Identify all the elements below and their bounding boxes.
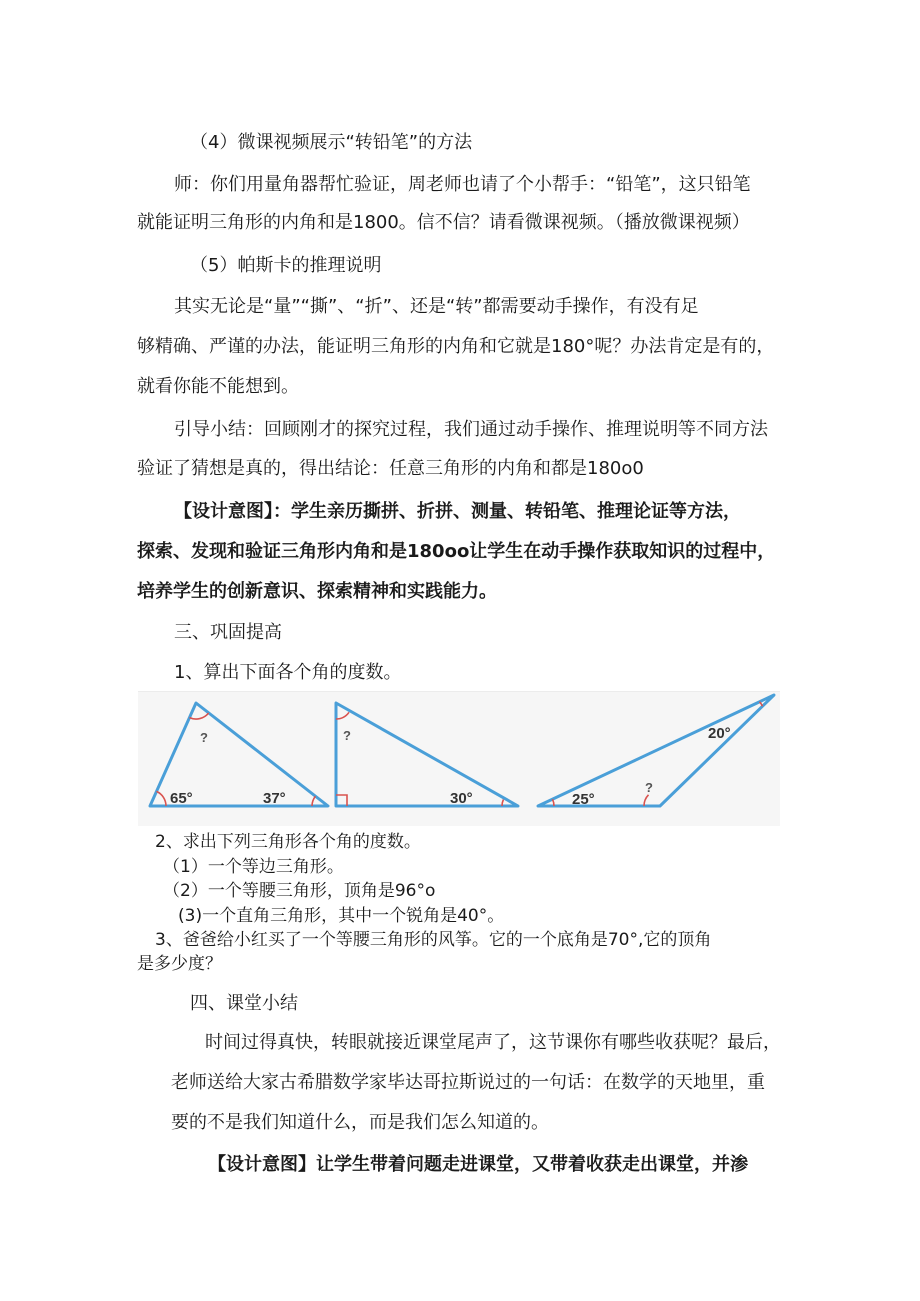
design-intent-line: 培养学生的创新意识、探索精神和实践能力。 bbox=[137, 581, 497, 602]
angle-label-65: 65° bbox=[170, 790, 193, 807]
unknown-angle-label: ? bbox=[645, 780, 653, 795]
paragraph-line: 师：你们用量角器帮忙验证，周老师也请了个小帮手：“铅笔”，这只铅笔 bbox=[174, 174, 751, 195]
design-intent-line: 【设计意图】：学生亲历撕拼、折拼、测量、转铅笔、推理论证等方法， bbox=[174, 501, 741, 522]
section-heading-4: （4）微课视频展示“转铅笔”的方法 bbox=[190, 132, 473, 153]
triangle-3 bbox=[538, 695, 774, 806]
angle-label-37: 37° bbox=[263, 790, 286, 807]
paragraph-line: 验证了猜想是真的，得出结论：任意三角形的内角和都是180o0 bbox=[137, 458, 644, 479]
paragraph-line: 老师送给大家古希腊数学家毕达哥拉斯说过的一句话：在数学的天地里，重 bbox=[171, 1072, 765, 1093]
angle-arc-unknown-2 bbox=[336, 712, 349, 719]
right-angle-marker bbox=[336, 795, 347, 806]
exercise-3: 3、爸爸给小红买了一个等腰三角形的风筝。它的一个底角是70°,它的顶角 bbox=[155, 930, 712, 950]
paragraph-line: 其实无论是“量”“撕”、“折”、还是“转”都需要动手操作，有没有足 bbox=[174, 296, 699, 317]
section-heading-4-summary: 四、课堂小结 bbox=[190, 993, 298, 1014]
exercise-2-item-2: （2）一个等腰三角形，顶角是96°o bbox=[163, 881, 436, 901]
paragraph-line: 够精确、严谨的办法，能证明三角形的内角和它就是180°呢？办法肯定是有的， bbox=[137, 336, 775, 357]
paragraph-line: 就能证明三角形的内角和是1800。信不信？请看微课视频。（播放微课视频） bbox=[137, 212, 750, 233]
paragraph-line: 引导小结：回顾刚才的探究过程，我们通过动手操作、推理说明等不同方法 bbox=[174, 419, 768, 440]
angle-label-20: 20° bbox=[708, 725, 731, 742]
exercise-2-item-1: （1）一个等边三角形。 bbox=[163, 857, 344, 877]
angle-arc-unknown-3 bbox=[644, 795, 649, 806]
angle-arc-20 bbox=[760, 702, 763, 706]
section-heading-3: 三、巩固提高 bbox=[174, 622, 282, 643]
exercise-3-cont: 是多少度？ bbox=[137, 954, 222, 974]
design-intent-line: 探索、发现和验证三角形内角和是180oo让学生在动手操作获取知识的过程中， bbox=[137, 541, 776, 562]
design-intent-line: 【设计意图】让学生带着问题走进课堂，又带着收获走出课堂，并渗 bbox=[208, 1154, 748, 1175]
section-heading-5: （5）帕斯卡的推理说明 bbox=[190, 255, 382, 276]
triangles-svg bbox=[138, 692, 780, 826]
paragraph-line: 要的不是我们知道什么，而是我们怎么知道的。 bbox=[171, 1112, 549, 1133]
paragraph-line: 就看你能不能想到。 bbox=[137, 376, 299, 397]
angle-arc-65 bbox=[157, 791, 167, 806]
triangles-figure bbox=[138, 691, 780, 826]
unknown-angle-label: ? bbox=[200, 730, 208, 745]
exercise-1: 1、算出下面各个角的度数。 bbox=[174, 662, 402, 683]
exercise-2: 2、求出下列三角形各个角的度数。 bbox=[155, 832, 421, 852]
paragraph-line: 时间过得真快，转眼就接近课堂尾声了，这节课你有哪些收获呢？最后， bbox=[205, 1032, 781, 1053]
angle-label-25: 25° bbox=[572, 791, 595, 808]
angle-label-30: 30° bbox=[450, 790, 473, 807]
unknown-angle-label: ? bbox=[343, 728, 351, 743]
exercise-2-item-3: (3)一个直角三角形，其中一个锐角是40°。 bbox=[178, 906, 505, 926]
triangle-2 bbox=[336, 703, 518, 806]
